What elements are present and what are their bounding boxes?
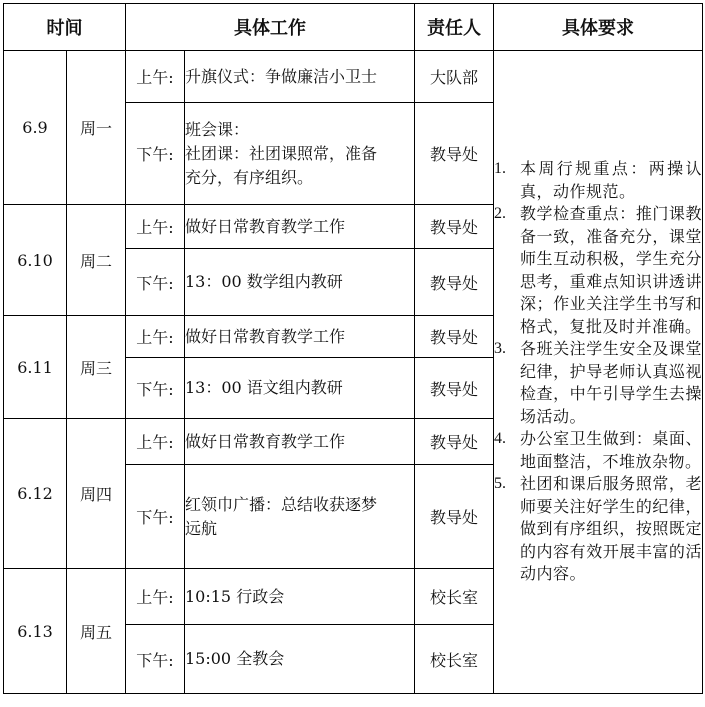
- task-cell: [185, 316, 415, 358]
- owner-cell: 教导处: [415, 316, 494, 358]
- task-cell: [185, 249, 415, 316]
- weekly-schedule-table: [3, 3, 703, 694]
- weekday-cell: 周二: [67, 205, 126, 316]
- weekday-cell: 周一: [67, 51, 126, 205]
- list-item: [494, 473, 702, 586]
- weekday-cell: 周三: [67, 316, 126, 419]
- am-label: 上午:: [126, 316, 185, 358]
- task-cell: [185, 465, 415, 569]
- requirements-cell: [494, 51, 703, 694]
- header-time: 时间: [4, 4, 126, 51]
- task-line: 班会课：: [185, 119, 250, 139]
- pm-label: 下午:: [126, 625, 185, 694]
- item-number: 4.: [494, 430, 506, 448]
- date-cell: 6.13: [4, 569, 67, 694]
- owner-cell: 校长室: [415, 569, 494, 625]
- owner-cell: 校长室: [415, 625, 494, 694]
- task-line: 15:00 全教会: [185, 649, 285, 668]
- task-line: 做好日常教育教学工作: [185, 216, 346, 236]
- list-item: [494, 428, 702, 473]
- item-text: 本周行规重点：两操认真，动作规范。: [520, 159, 702, 201]
- header-owner: 责任人: [415, 4, 494, 51]
- list-item: [494, 158, 702, 203]
- item-number: 1.: [494, 160, 506, 178]
- task-cell: [185, 569, 415, 625]
- task-cell: [185, 419, 415, 465]
- am-label: 上午:: [126, 569, 185, 625]
- item-number: 2.: [494, 205, 506, 223]
- task-cell: [185, 358, 415, 419]
- task-cell: [185, 625, 415, 694]
- item-text: 社团和课后服务照常，老师要关注好学生的纪律，做到有序组织，按照既定的内容有效开展丰富的活动内容。: [520, 474, 702, 584]
- task-cell: [185, 205, 415, 249]
- header-row: [4, 4, 703, 51]
- am-label: 上午:: [126, 205, 185, 249]
- table-row: [4, 51, 703, 103]
- owner-cell: 教导处: [415, 465, 494, 569]
- pm-label: 下午:: [126, 249, 185, 316]
- pm-label: 下午:: [126, 358, 185, 419]
- task-line: 社团课：社团课照常，准备: [185, 143, 378, 163]
- weekday-cell: 周五: [67, 569, 126, 694]
- item-text: 办公室卫生做到：桌面、地面整洁，不堆放杂物。: [520, 429, 702, 471]
- task-line: 13：00 语文组内教研: [185, 378, 343, 397]
- task-line: 红领巾广播：总结收获逐梦: [185, 494, 378, 514]
- header-requirements: 具体要求: [494, 4, 703, 51]
- owner-cell: 大队部: [415, 51, 494, 103]
- owner-cell: 教导处: [415, 205, 494, 249]
- date-cell: 6.12: [4, 419, 67, 569]
- date-cell: 6.11: [4, 316, 67, 419]
- date-cell: 6.10: [4, 205, 67, 316]
- pm-label: 下午:: [126, 103, 185, 205]
- item-text: 各班关注学生安全及课堂纪律，护导老师认真巡视检查，中午引导学生去操场活动。: [520, 339, 702, 426]
- owner-cell: 教导处: [415, 358, 494, 419]
- task-cell: [185, 51, 415, 103]
- pm-label: 下午:: [126, 465, 185, 569]
- am-label: 上午:: [126, 419, 185, 465]
- list-item: [494, 203, 702, 338]
- list-item: [494, 338, 702, 428]
- task-line: 做好日常教育教学工作: [185, 431, 346, 451]
- am-label: 上午:: [126, 51, 185, 103]
- item-number: 3.: [494, 340, 506, 358]
- task-line: 做好日常教育教学工作: [185, 326, 346, 346]
- task-line: 10:15 行政会: [185, 586, 285, 606]
- owner-cell: 教导处: [415, 103, 494, 205]
- owner-cell: 教导处: [415, 419, 494, 465]
- task-line: 13：00 数学组内教研: [185, 272, 343, 291]
- task-line: 充分，有序组织。: [185, 167, 314, 187]
- weekday-cell: 周四: [67, 419, 126, 569]
- task-line: 远航: [185, 518, 218, 538]
- item-text: 教学检查重点：推门课教备一致，准备充分，课堂师生互动积极，学生充分思考，重难点知识讲透讲深；作业关注学生书写和格式，复批及时并准确。: [520, 204, 702, 336]
- header-work: 具体工作: [126, 4, 415, 51]
- date-cell: 6.9: [4, 51, 67, 205]
- item-number: 5.: [494, 475, 506, 493]
- task-cell: [185, 103, 415, 205]
- owner-cell: 教导处: [415, 249, 494, 316]
- task-line: 升旗仪式：争做廉洁小卫士: [185, 66, 378, 86]
- requirements-list: [494, 158, 702, 586]
